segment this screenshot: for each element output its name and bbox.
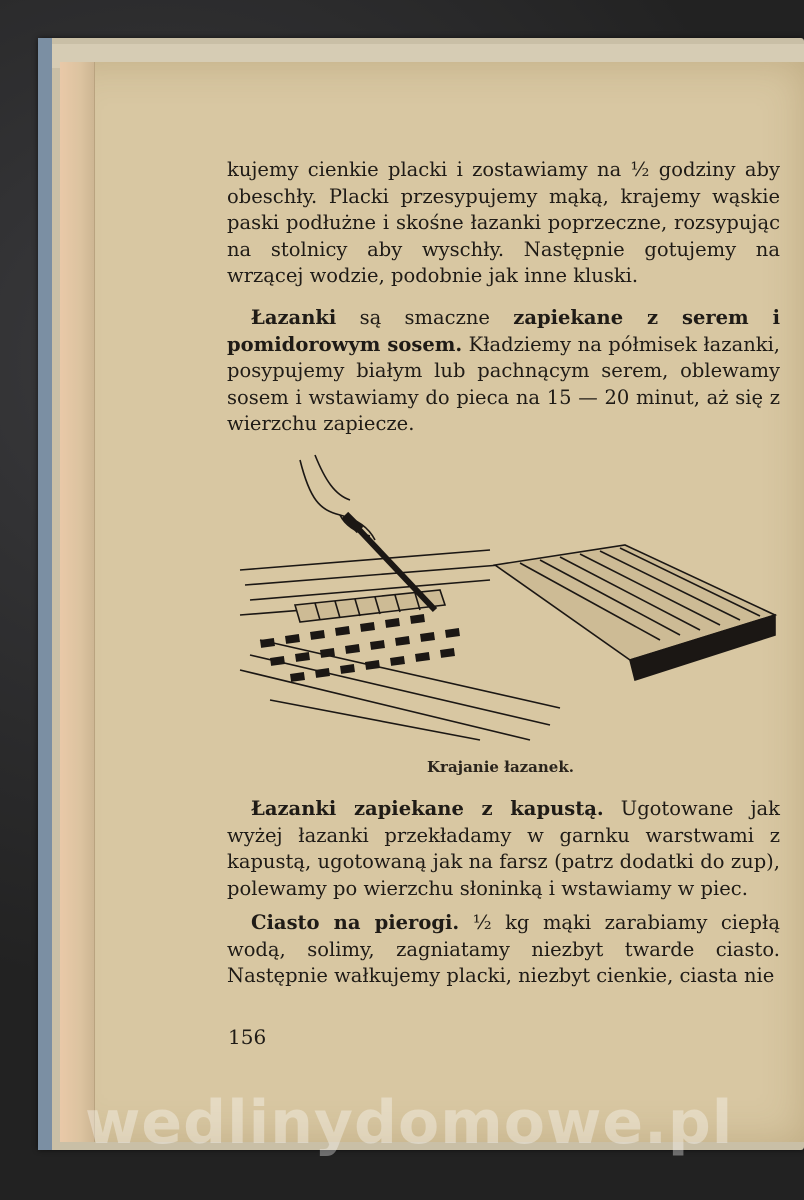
paragraph-4-lead: Ciasto na pierogi. — [251, 911, 460, 934]
paragraph-3-lead: Łazanki zapiekane z kapustą. — [251, 797, 604, 820]
paragraph-2-bold: zapiekane z serem i pomidorowym sosem. — [227, 306, 780, 356]
paragraph-4 — [227, 910, 780, 990]
page-number: 156 — [228, 1025, 267, 1049]
paragraph-1 — [227, 157, 780, 290]
paragraph-2 — [227, 305, 780, 438]
paragraph-3 — [227, 796, 780, 902]
paragraph-2-rest: Kładziemy na półmisek łazanki, posypujemy białym lub pachnącym serem, oblewamy sosem i wstawiamy do pieca na 15 — 20 minut, aż się z wierzchu zapiecze. — [227, 332, 781, 435]
illustration-caption: Krajanie łazanek. — [427, 758, 574, 776]
cover-spine-edge — [38, 38, 52, 1150]
paragraph-3-rest: Ugotowane jak wyżej łazanki przekładamy w garnku warstwami z kapustą, ugotowaną jak na farsz (patrz dodatki do zup), polewamy po wierzchu słoninką i wstawiamy w piec. — [227, 797, 780, 900]
illustration-cutting-lazanki — [230, 440, 780, 750]
paragraph-4-rest: ½ kg mąki zarabiamy ciepłą wodą, solimy, zagniatamy niezbyt twarde ciasto. Następnie wałkujemy placki, niezbyt cienkie, ciasta nie — [227, 911, 780, 987]
page-stack-edge — [60, 62, 95, 1142]
paragraph-2-lead: Łazanki — [251, 306, 337, 329]
paragraph-2-mid: są smaczne — [336, 306, 514, 329]
watermark: wedlinydomowe.pl — [85, 1088, 734, 1158]
paragraph-1-text: kujemy cienkie placki i zostawiamy na ½ godziny aby obeschły. Placki przesypujemy mąką, krajemy wąskie paski podłużne i skośne łazanki poprzeczne, rozsypując na stolnicy aby wyschły. Następnie gotujemy na wrzącej wodzie, podobnie jak inne kluski. — [227, 158, 780, 287]
